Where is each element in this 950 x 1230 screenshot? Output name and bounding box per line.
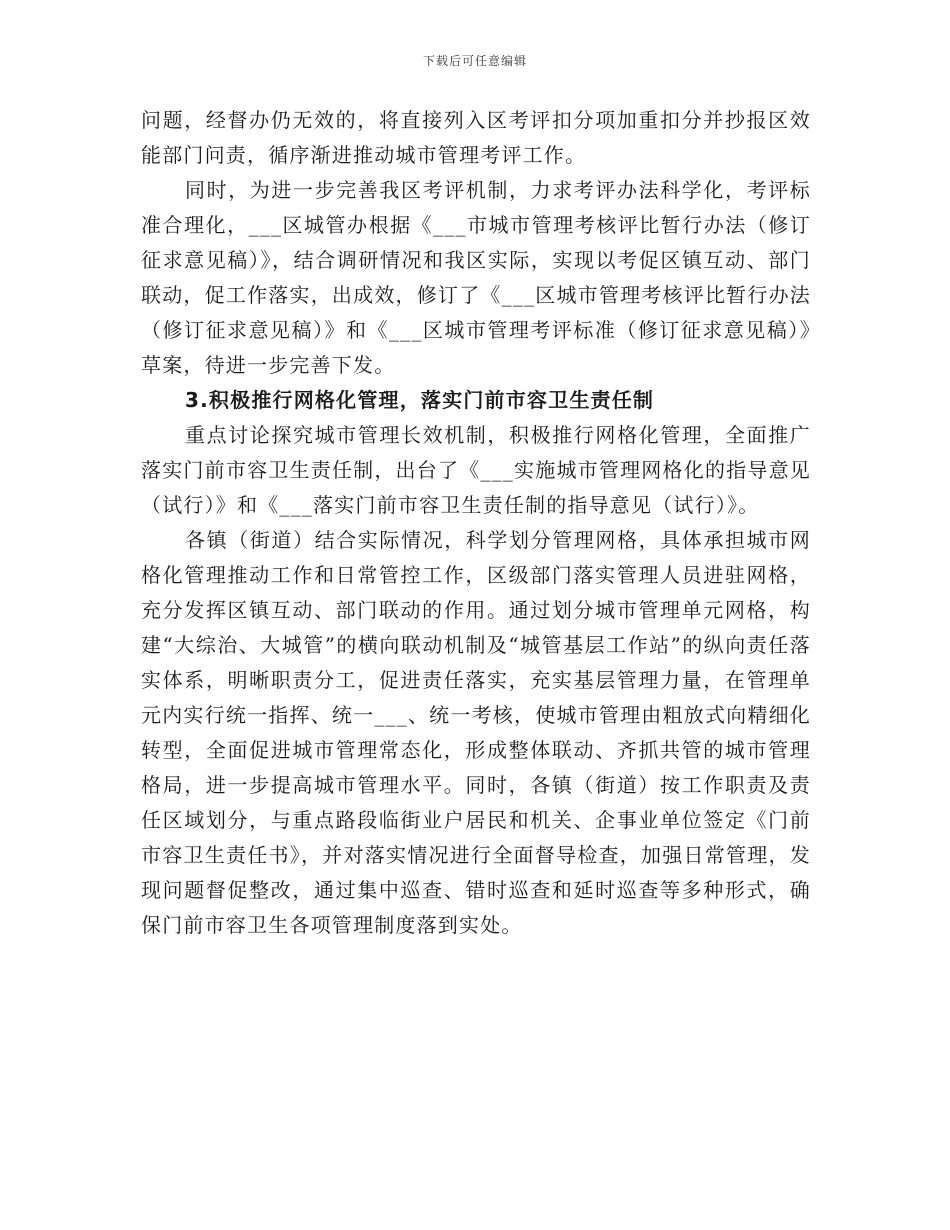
paragraph-continued: 问题，经督办仍无效的，将直接列入区考评扣分项加重扣分并抄报区效能部门问责，循序渐进推动城市管理考评工作。 <box>141 108 811 167</box>
section-heading-grid-management: 3.积极推行网格化管理，落实门前市容卫生责任制 <box>185 388 655 412</box>
document-body <box>141 103 811 943</box>
page-header-note: 下载后可任意编辑 <box>422 54 527 68</box>
paragraph-town-implementation: 各镇（街道）结合实际情况，科学划分管理网格，具体承担城市网格化管理推动工作和日常管控工作，区级部门落实管理人员进驻网格，充分发挥区镇互动、部门联动的作用。通过划分城市管理单元网格，构建“大综治、大城管”的横向联动机制及“城管基层工作站”的纵向责任落实体系，明晰职责分工，促进责任落实，充实基层管理力量，在管理单元内实行统一指挥、统一___、统一考核，使城市管理由粗放式向精细化转型，全面促进城市管理常态化，形成整体联动、齐抓共管的城市管理格局，进一步提高城市管理水平。同时，各镇（街道）按工作职责及责任区域划分，与重点路段临街业户居民和机关、企事业单位签定《门前市容卫生责任书》，并对落实情况进行全面督导检查，加强日常管理，发现问题督促整改，通过集中巡查、错时巡查和延时巡查等多种形式，确保门前市容卫生各项管理制度落到实处。 <box>141 528 811 937</box>
paragraph-evaluation-mechanism: 同时，为进一步完善我区考评机制，力求考评办法科学化，考评标准合理化，___区城管办根据《___市城市管理考核评比暂行办法（修订征求意见稿）》，结合调研情况和我区实际，实现以考促区镇互动、部门联动，促工作落实，出成效，修订了《___区城市管理考核评比暂行办法（修订征求意见稿）》和《___区城市管理考评标准（修订征求意见稿）》草案，待进一步完善下发。 <box>141 178 811 377</box>
paragraph-long-term-mechanism: 重点讨论探究城市管理长效机制，积极推行网格化管理，全面推广落实门前市容卫生责任制，出台了《___实施城市管理网格化的指导意见（试行）》和《___落实门前市容卫生责任制的指导意见（试行）》。 <box>141 423 811 517</box>
